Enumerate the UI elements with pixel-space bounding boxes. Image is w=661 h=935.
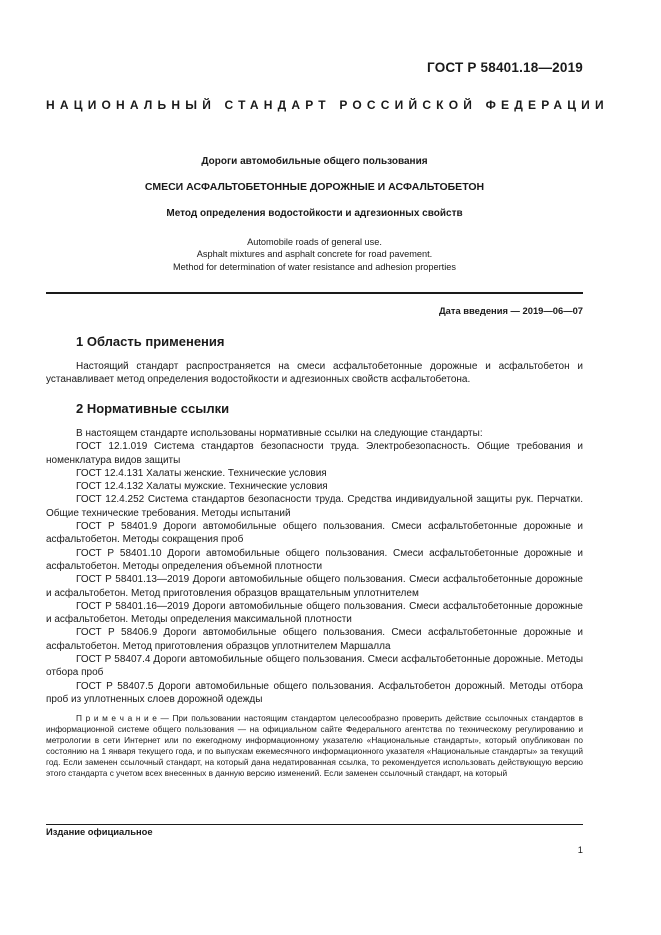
reference-item: ГОСТ Р 58401.9 Дороги автомобильные общего пользования. Смеси асфальтобетонные дорожные и асфальтобетон. Методы сокращения проб (46, 521, 583, 546)
reference-item: ГОСТ Р 58401.13—2019 Дороги автомобильные общего пользования. Смеси асфальтобетонные дорожные и асфальтобетон. Метод приготовления образцов вращательным уплотнителем (46, 574, 583, 599)
title-divider (46, 292, 583, 294)
reference-item: ГОСТ Р 58401.10 Дороги автомобильные общего пользования. Смеси асфальтобетонные дорожные и асфальтобетон. Методы определения объемной плотности (46, 547, 583, 572)
section-2-heading: 2 Нормативные ссылки (76, 401, 230, 416)
section-1-paragraph: Настоящий стандарт распространяется на смеси асфальтобетонные дорожные и асфальтобетон и устанавливает метод определения водостойкости и адгезионных свойств асфальтобетона. (46, 361, 583, 386)
reference-item: ГОСТ 12.4.252 Система стандартов безопасности труда. Средства индивидуальной защиты рук. Перчатки. Общие технические требования. Методы испытаний (46, 494, 583, 519)
reference-item: ГОСТ Р 58401.16—2019 Дороги автомобильные общего пользования. Смеси асфальтобетонные дорожные и асфальтобетон. Методы определения максимальной плотности (46, 600, 583, 626)
english-title-line: Method for determination of water resistance and adhesion properties (173, 261, 456, 272)
introduction-date: Дата введения — 2019—06—07 (438, 305, 583, 316)
reference-item: ГОСТ Р 58407.4 Дороги автомобильные общего пользования. Смеси асфальтобетонные дорожные. Методы отбора проб (46, 654, 583, 679)
english-title-line: Automobile roads of general use. (247, 237, 382, 247)
reference-item: ГОСТ 12.4.131 Халаты женские. Технические условия (76, 467, 327, 479)
reference-item: ГОСТ 12.4.132 Халаты мужские. Технические условия (76, 481, 328, 493)
footer-divider (46, 824, 583, 825)
standard-number: ГОСТ Р 58401.18—2019 (427, 60, 583, 75)
title-line-1: Дороги автомобильные общего пользования (201, 156, 428, 167)
english-title (46, 236, 583, 273)
section-1-heading: 1 Область применения (76, 334, 225, 349)
page-number: 1 (577, 844, 583, 855)
english-title-line: Asphalt mixtures and asphalt concrete for road pavement. (196, 249, 433, 260)
section-2-text (46, 427, 583, 706)
national-standard-title: НАЦИОНАЛЬНЫЙ СТАНДАРТ РОССИЙСКОЙ ФЕДЕРАЦИИ (46, 98, 609, 112)
official-edition-label: Издание официальное (46, 826, 153, 837)
reference-item: ГОСТ Р 58406.9 Дороги автомобильные общего пользования. Смеси асфальтобетонные дорожные и асфальтобетон. Метод приготовления образцов уплотнителем Маршалла (46, 627, 583, 652)
title-line-2: СМЕСИ АСФАЛЬТОБЕТОННЫЕ ДОРОЖНЫЕ И АСФАЛЬТОБЕТОН (144, 181, 485, 193)
reference-item: ГОСТ Р 58407.5 Дороги автомобильные общего пользования. Асфальтобетон дорожный. Методы отбора проб из уплотненных слоев дорожной одежды (46, 680, 583, 705)
reference-note: П р и м е ч а н и е — При пользовании настоящим стандартом целесообразно проверить действие ссылочных стандартов в информационной системе общего пользования — на официальном сайте Федерального агентства по техническому регулированию и метрологии в сети Интернет или по ежегодному информационному указателю «Национальные стандарты», который опубликован по состоянию на 1 января текущего года, и по выпускам ежемесячного информационного указателя «Национальные стандарты» за текущий год. Если заменен ссылочный стандарт, на который дана недатированная ссылка, то рекомендуется использовать действующую версию этого стандарта с учетом всех внесенных в данную версию изменений. Если заменен ссылочный стандарт, на который (46, 713, 583, 779)
section-1-text (46, 360, 583, 387)
title-line-3: Метод определения водостойкости и адгезионных свойств (166, 208, 463, 219)
references-intro: В настоящем стандарте использованы нормативные ссылки на следующие стандарты: (76, 428, 483, 439)
reference-item: ГОСТ 12.1.019 Система стандартов безопасности труда. Электробезопасность. Общие требования и номенклатура видов защиты (46, 441, 583, 466)
